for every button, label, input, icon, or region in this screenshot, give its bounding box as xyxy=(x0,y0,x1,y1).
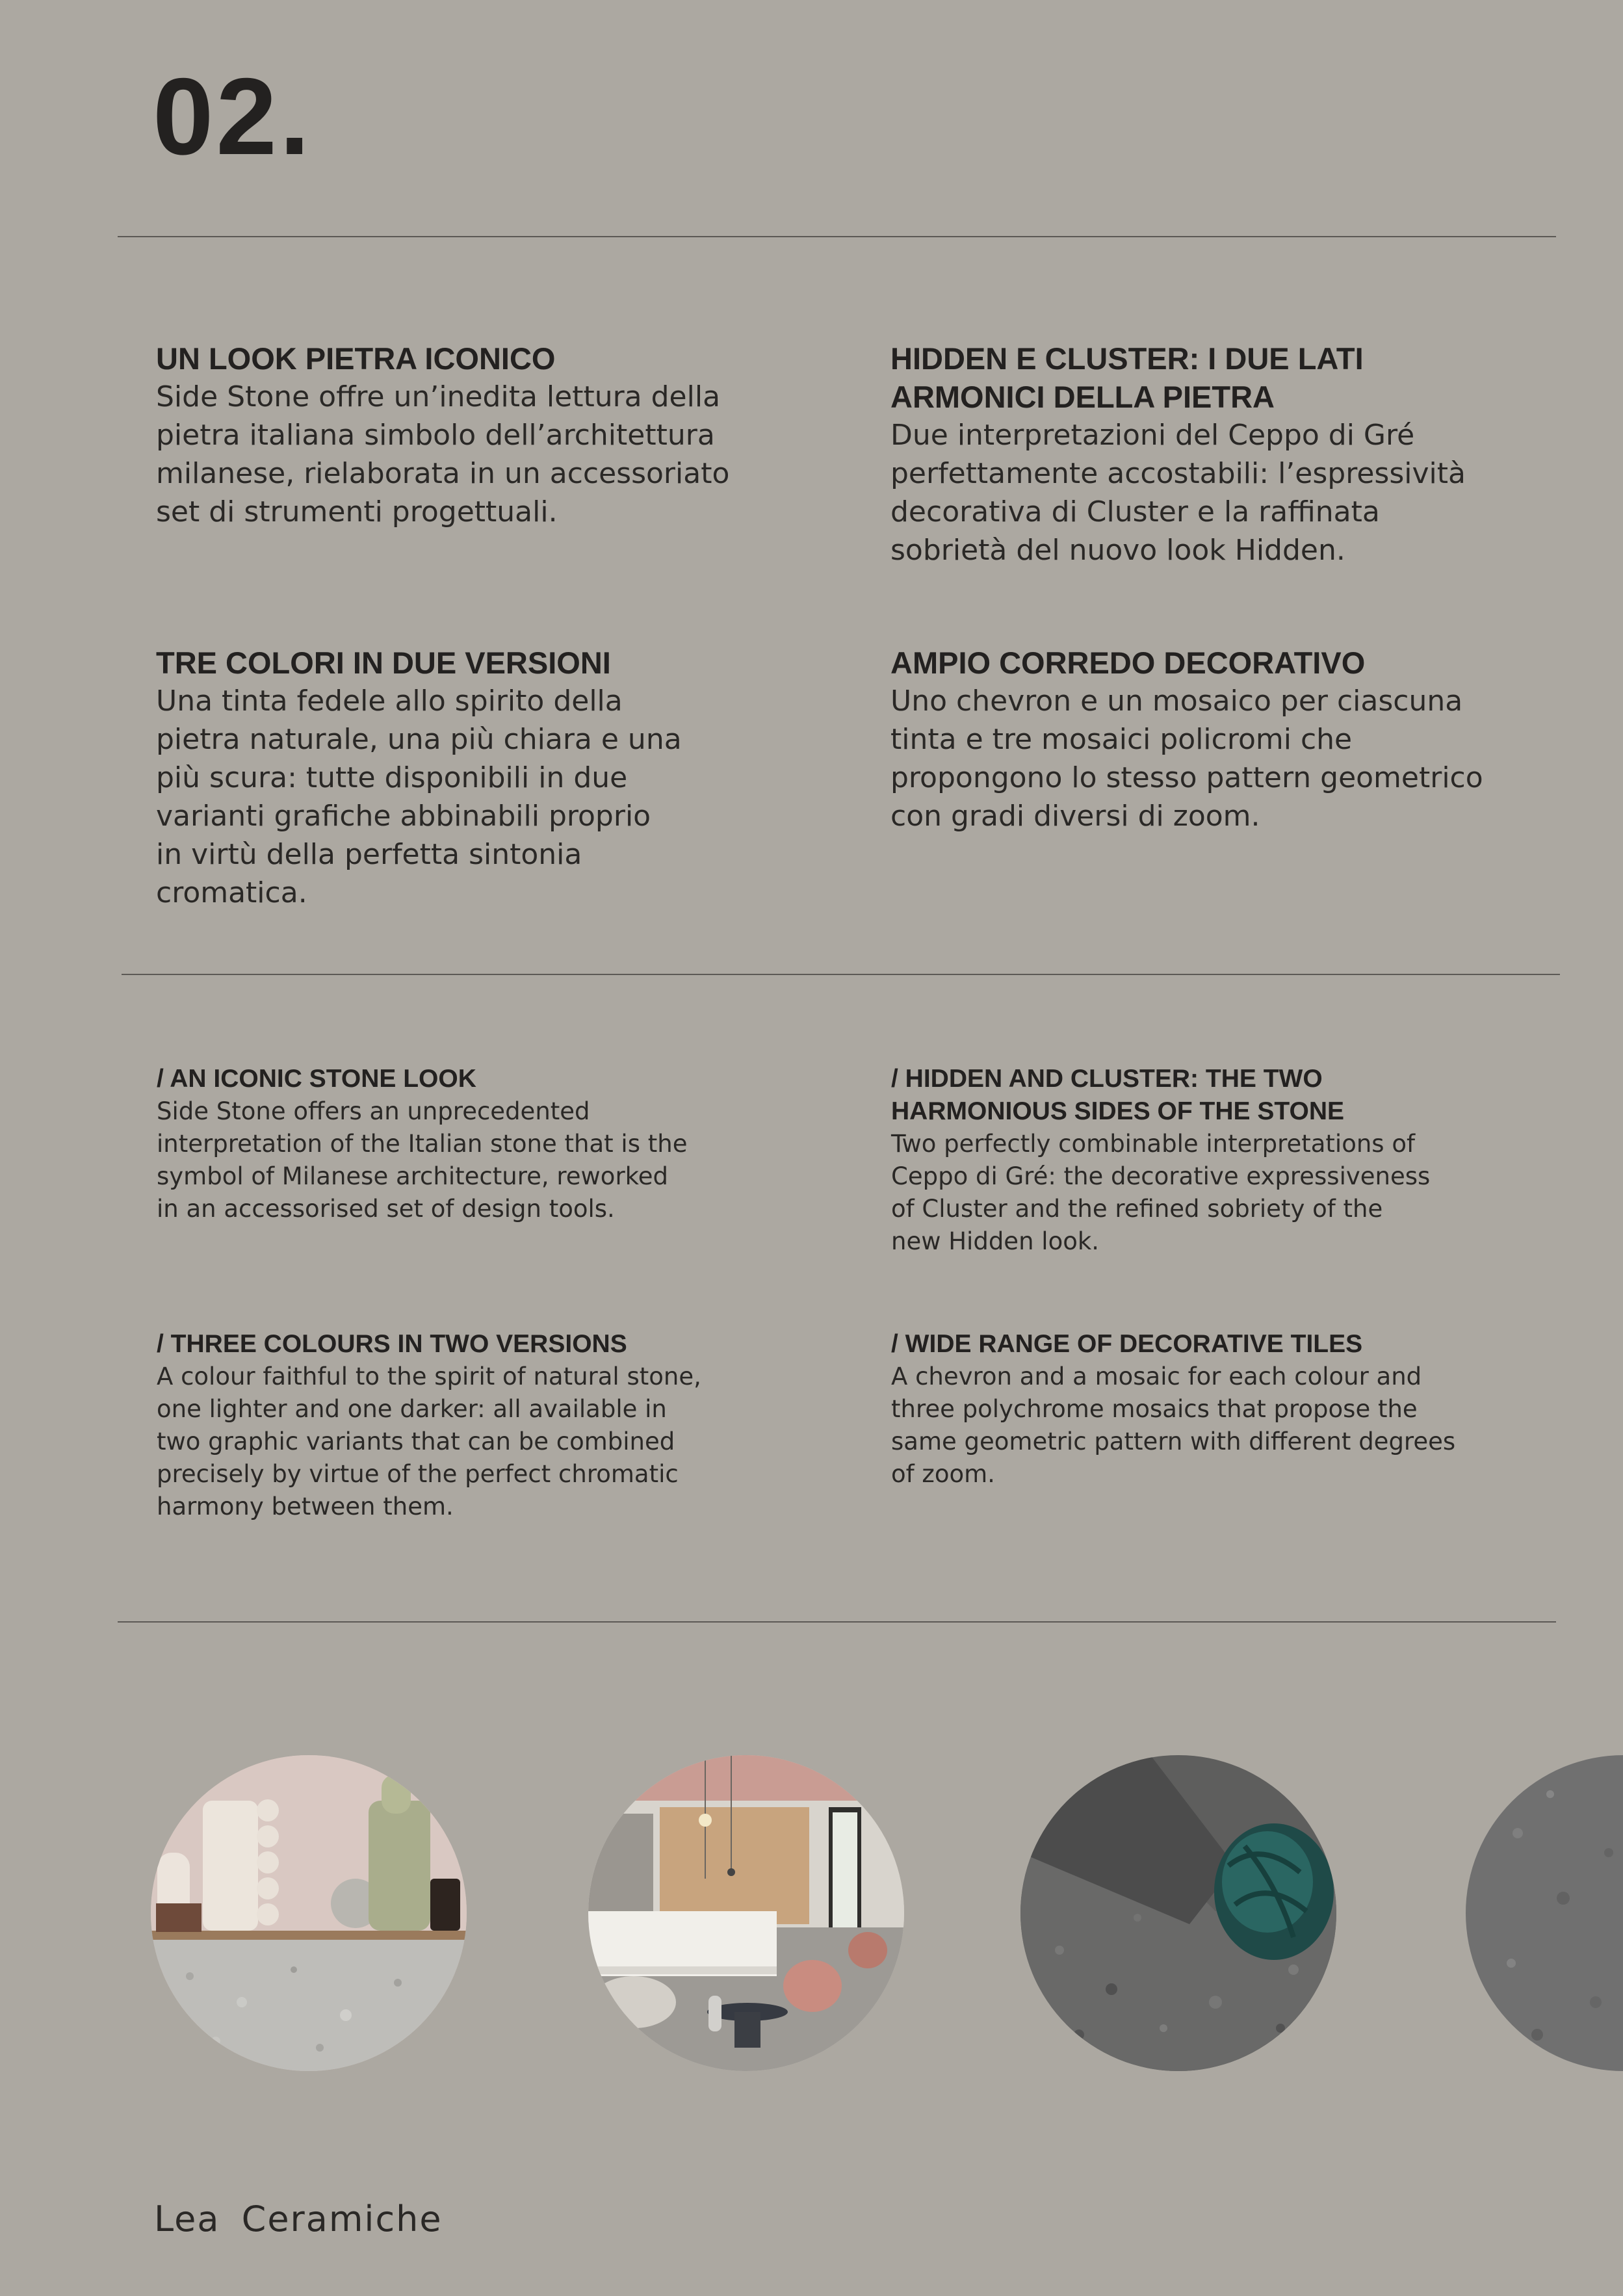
body-line: cromatica. xyxy=(156,876,307,909)
body-line: symbol of Milanese architecture, reworked xyxy=(157,1162,669,1190)
en-block-body xyxy=(891,1128,1580,1258)
body-line: Ceppo di Gré: the decorative expressiveness xyxy=(891,1162,1431,1190)
body-line: propongono lo stesso pattern geometrico xyxy=(890,761,1483,794)
title-line: / WIDE RANGE OF DECORATIVE TILES xyxy=(891,1330,1363,1358)
it-block-title xyxy=(156,644,838,682)
body-line: two graphic variants that can be combined xyxy=(157,1428,675,1455)
title-line: AMPIO CORREDO DECORATIVO xyxy=(890,646,1366,680)
title-line: / HIDDEN AND CLUSTER: THE TWO xyxy=(891,1065,1323,1093)
body-line: Una tinta fedele allo spirito della xyxy=(156,685,623,718)
title-line: TRE COLORI IN DUE VERSIONI xyxy=(156,646,611,680)
brand-logo-text: Lea Ceramiche xyxy=(154,2198,443,2239)
en-block-body xyxy=(891,1361,1580,1491)
body-line: varianti grafiche abbinabili proprio xyxy=(156,800,651,833)
body-line: in virtù della perfetta sintonia xyxy=(156,838,582,871)
body-line: same geometric pattern with different degrees xyxy=(891,1428,1456,1455)
body-line: più scura: tutte disponibili in due xyxy=(156,761,628,794)
en-block-title xyxy=(157,1328,846,1361)
body-line: decorativa di Cluster e la raffinata xyxy=(890,495,1380,528)
body-line: one lighter and one darker: all available in xyxy=(157,1395,667,1423)
body-line: new Hidden look. xyxy=(891,1227,1100,1255)
body-line: harmony between them. xyxy=(157,1493,454,1520)
lounge-interior-photo xyxy=(588,1755,904,2071)
body-line: precisely by virtue of the perfect chromatic xyxy=(157,1460,679,1488)
body-line: three polychrome mosaics that propose the xyxy=(891,1395,1418,1423)
en-block-title xyxy=(891,1328,1580,1361)
it-block-body xyxy=(156,378,838,531)
en-block-hidden-cluster xyxy=(891,1063,1580,1258)
body-line: Side Stone offre un’inedita lettura della xyxy=(156,380,721,413)
body-line: Two perfectly combinable interpretations of xyxy=(891,1130,1415,1158)
body-line: pietra naturale, una più chiara e una xyxy=(156,723,682,756)
body-line: Side Stone offers an unprecedented xyxy=(157,1097,590,1125)
title-line: HARMONIOUS SIDES OF THE STONE xyxy=(891,1097,1345,1125)
title-line: / AN ICONIC STONE LOOK xyxy=(157,1065,476,1093)
body-line: milanese, rielaborata in un accessoriato xyxy=(156,457,730,490)
body-line: Due interpretazioni del Ceppo di Gré xyxy=(890,419,1415,452)
en-block-body xyxy=(157,1095,839,1225)
dark-stone-yarn-photo xyxy=(1020,1755,1336,2071)
body-line: set di strumenti progettuali. xyxy=(156,495,558,528)
body-line: sobrietà del nuovo look Hidden. xyxy=(890,534,1345,567)
en-block-stone-look xyxy=(157,1063,839,1225)
it-block-body xyxy=(890,682,1599,835)
body-line: interpretation of the Italian stone that is the xyxy=(157,1130,688,1158)
body-line: perfettamente accostabili: l’espressività xyxy=(890,457,1466,490)
page-number: 02. xyxy=(153,55,313,177)
it-block-stone-look xyxy=(156,339,838,531)
divider-top xyxy=(118,236,1556,237)
divider-bottom xyxy=(118,1621,1556,1623)
it-block-title xyxy=(890,644,1599,682)
it-block-hidden-cluster xyxy=(890,339,1592,569)
it-block-title xyxy=(156,339,838,378)
grey-stone-texture-photo xyxy=(1466,1755,1623,2071)
body-line: Uno chevron e un mosaico per ciascuna xyxy=(890,685,1463,718)
it-block-three-colours xyxy=(156,644,838,912)
en-block-decorative xyxy=(891,1328,1580,1491)
body-line: pietra italiana simbolo dell’architettura xyxy=(156,419,715,452)
en-block-body xyxy=(157,1361,846,1523)
body-line: tinta e tre mosaici policromi che xyxy=(890,723,1353,756)
divider-middle xyxy=(122,974,1560,975)
it-block-body xyxy=(890,416,1592,569)
title-line: UN LOOK PIETRA ICONICO xyxy=(156,341,556,376)
en-block-three-colours xyxy=(157,1328,846,1523)
body-line: con gradi diversi di zoom. xyxy=(890,800,1260,833)
title-line: / THREE COLOURS IN TWO VERSIONS xyxy=(157,1330,627,1358)
body-line: A colour faithful to the spirit of natural stone, xyxy=(157,1363,701,1390)
body-line: of zoom. xyxy=(891,1460,995,1488)
it-block-title xyxy=(890,339,1592,416)
title-line: ARMONICI DELLA PIETRA xyxy=(890,380,1275,414)
body-line: of Cluster and the refined sobriety of the xyxy=(891,1195,1383,1223)
body-line: A chevron and a mosaic for each colour and xyxy=(891,1363,1422,1390)
en-block-title xyxy=(891,1063,1580,1128)
it-block-decorative xyxy=(890,644,1599,835)
shelf-vases-photo xyxy=(151,1755,467,2071)
en-block-title xyxy=(157,1063,839,1095)
it-block-body xyxy=(156,682,838,912)
title-line: HIDDEN E CLUSTER: I DUE LATI xyxy=(890,341,1364,376)
body-line: in an accessorised set of design tools. xyxy=(157,1195,615,1223)
